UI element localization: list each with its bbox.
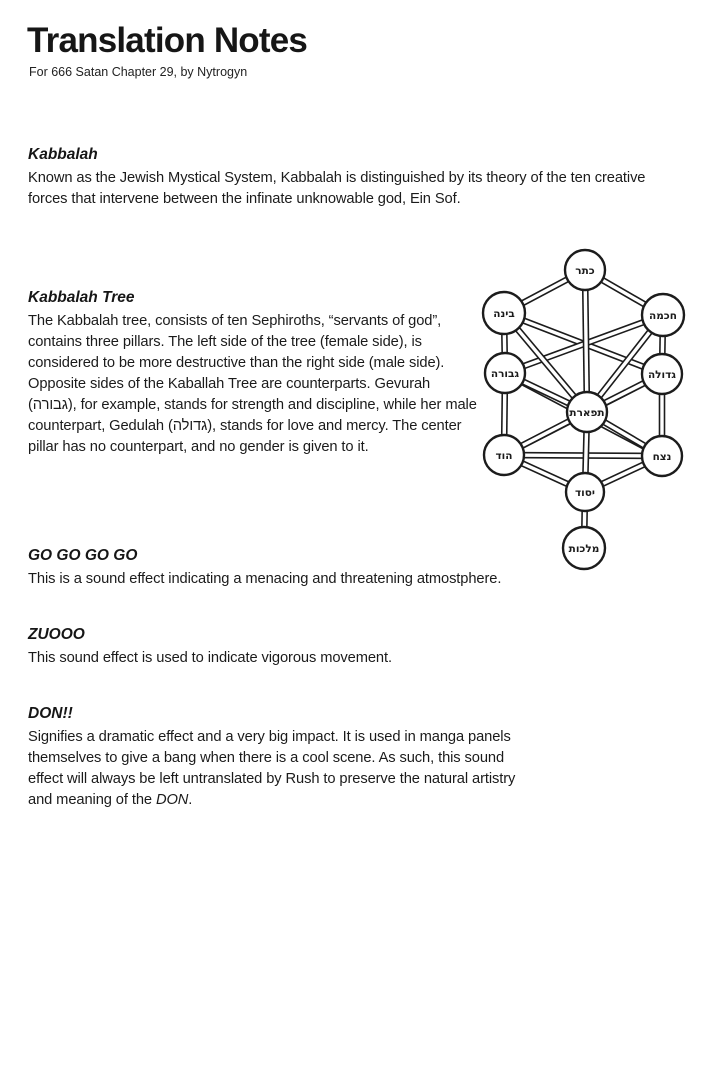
don-body-text: Signifies a dramatic effect and a very big impact. It is used in manga panels themselves to give a bang when there is a cool scene. As such, this sound effect will always be left untranslated by Rush to preserve the natural artistry and meaning of the	[28, 729, 516, 808]
section-kabbalah-body: Known as the Jewish Mystical System, Kabbalah is distinguished by its theory of the ten creative forces that intervene between the infinate unknowable god, Ein Sof.	[28, 170, 646, 207]
sephirah-label-malkuth: מלכות	[568, 542, 600, 555]
sephirah-tiferet	[567, 392, 607, 432]
section-go-go-go-go	[28, 547, 638, 590]
section-go-body: This is a sound effect indicating a menacing and threatening atmostphere.	[28, 571, 502, 587]
don-body-emphasis: DON	[155, 792, 189, 808]
sephirah-label-hod: הוד	[495, 449, 513, 462]
sephirah-label-binah: בינה	[493, 307, 515, 320]
kabbalah-tree-diagram	[477, 245, 711, 575]
page-subtitle: For 666 Satan Chapter 29, by Nytrogyn	[29, 65, 248, 79]
section-zuooo-body: This sound effect is used to indicate vigorous movement.	[28, 650, 392, 666]
sephirah-chokhmah	[642, 294, 684, 336]
sephirah-label-chokhmah: חכמה	[649, 309, 677, 322]
sephirah-label-keter: כתר	[575, 264, 595, 277]
section-go-heading: GO GO GO GO	[28, 547, 138, 564]
sephirah-gedulah	[642, 354, 682, 394]
page-title: Translation Notes	[27, 21, 308, 60]
section-kabbalah-tree-body: The Kabbalah tree, consists of ten Sephiroths, “servants of god”, contains three pillars. The left side of the tree (female side), is considered to be more destructive than the right side (male side). Opposite sides of the Kaballah Tree are counterparts. Gevurah (גבורה), for example, stands for strength and discipline, while her male counterpart, Gedulah (גדולה), stands for love and mercy. The center pillar has no counterpart, and no gender is given to it.	[28, 313, 477, 455]
sephirah-keter	[565, 250, 605, 290]
section-kabbalah	[28, 146, 683, 210]
sephirah-hod	[484, 435, 524, 475]
section-don-body	[28, 727, 540, 811]
sephirah-label-netzach: נצח	[652, 450, 672, 463]
section-zuooo-heading: ZUOOO	[28, 626, 85, 643]
section-kabbalah-heading: Kabbalah	[28, 146, 98, 163]
sephirah-label-gedulah: גדולה	[647, 368, 677, 381]
section-kabbalah-tree-heading: Kabbalah Tree	[28, 289, 135, 306]
sephirah-binah	[483, 292, 525, 334]
section-zuooo	[28, 626, 638, 669]
section-don-heading: DON!!	[28, 705, 73, 722]
section-kabbalah-tree	[28, 289, 478, 458]
don-body-suffix: .	[188, 792, 193, 808]
section-don	[28, 705, 540, 811]
sephirah-label-yesod: יסוד	[574, 486, 596, 499]
sephirah-netzach	[642, 436, 682, 476]
sephirah-label-tiferet: תפארת	[569, 406, 605, 419]
sephirah-label-gevurah: גבורה	[490, 367, 520, 380]
path-keter-tiferet	[585, 270, 587, 412]
sephirah-gevurah	[485, 353, 525, 393]
kabbalah-tree-svg	[477, 245, 711, 575]
sephirah-yesod	[566, 473, 604, 511]
